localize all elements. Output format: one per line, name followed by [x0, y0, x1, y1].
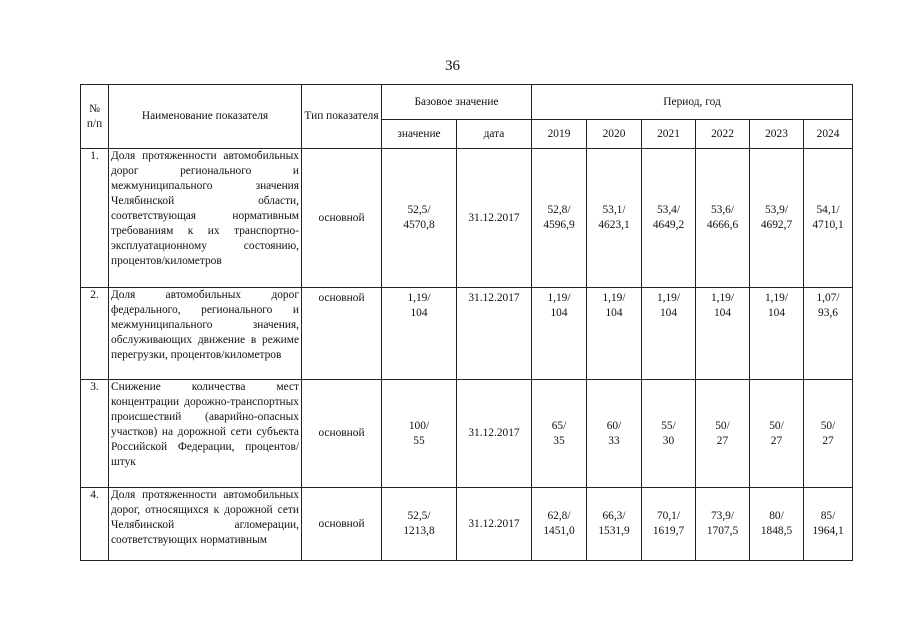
- indicator-type: основной: [302, 149, 382, 288]
- header-year: 2024: [804, 120, 853, 149]
- year-value: 1,19/ 104: [587, 288, 642, 380]
- year-value: 52,8/ 4596,9: [532, 149, 587, 288]
- base-date: 31.12.2017: [457, 149, 532, 288]
- table-row: [81, 380, 853, 488]
- header-base-date: дата: [457, 120, 532, 149]
- header-year: 2019: [532, 120, 587, 149]
- year-value: 62,8/ 1451,0: [532, 488, 587, 561]
- indicator-type: основной: [302, 488, 382, 561]
- page-number: 36: [445, 58, 460, 74]
- indicator-type: основной: [302, 288, 382, 380]
- header-type: Тип показателя: [302, 85, 382, 149]
- row-number: 4.: [81, 488, 109, 561]
- year-value: 80/ 1848,5: [750, 488, 804, 561]
- header-year: 2020: [587, 120, 642, 149]
- header-num: № п/п: [81, 85, 109, 149]
- base-date: 31.12.2017: [457, 488, 532, 561]
- year-value: 85/ 1964,1: [804, 488, 853, 561]
- header-base-value: значение: [382, 120, 457, 149]
- indicator-name: Снижение количества мест концентрации дорожно-транспортных происшествий (аварийно-опасных участков) на дорожной сети субъекта Российской Федерации, процентов/штук: [109, 380, 302, 488]
- base-value: 52,5/ 1213,8: [382, 488, 457, 561]
- header-year: 2023: [750, 120, 804, 149]
- header-year: 2021: [642, 120, 696, 149]
- year-value: 65/ 35: [532, 380, 587, 488]
- row-number: 1.: [81, 149, 109, 288]
- indicator-name-text: Доля протяженности автомобильных дорог, относящихся к дорожной сети Челябинской агломерации, соответствующих нормативным: [111, 489, 299, 546]
- year-value: 55/ 30: [642, 380, 696, 488]
- year-value: 50/ 27: [696, 380, 750, 488]
- year-value: 1,19/ 104: [750, 288, 804, 380]
- year-value: 53,4/ 4649,2: [642, 149, 696, 288]
- row-number: 3.: [81, 380, 109, 488]
- base-value: 1,19/ 104: [382, 288, 457, 380]
- year-value: 66,3/ 1531,9: [587, 488, 642, 561]
- indicator-name: Доля протяженности автомобильных дорог регионального и межмуниципального значения Челябинской области, соответствующая нормативным требованиям к их транспортно-эксплуатационному состоянию, процентов/километров: [109, 149, 302, 288]
- year-value: 1,19/ 104: [696, 288, 750, 380]
- table-row: [81, 488, 853, 561]
- table-row: [81, 149, 853, 288]
- year-value: 60/ 33: [587, 380, 642, 488]
- base-date: 31.12.2017: [457, 380, 532, 488]
- base-value: 100/ 55: [382, 380, 457, 488]
- year-value: 73,9/ 1707,5: [696, 488, 750, 561]
- year-value: 1,07/ 93,6: [804, 288, 853, 380]
- header-name: Наименование показателя: [109, 85, 302, 149]
- indicator-type: основной: [302, 380, 382, 488]
- year-value: 53,9/ 4692,7: [750, 149, 804, 288]
- base-value: 52,5/ 4570,8: [382, 149, 457, 288]
- base-date: 31.12.2017: [457, 288, 532, 380]
- table-row: [81, 288, 853, 380]
- year-value: 53,6/ 4666,6: [696, 149, 750, 288]
- year-value: 50/ 27: [750, 380, 804, 488]
- indicators-table: [80, 84, 853, 561]
- year-value: 54,1/ 4710,1: [804, 149, 853, 288]
- year-value: 1,19/ 104: [532, 288, 587, 380]
- header-year: 2022: [696, 120, 750, 149]
- year-value: 70,1/ 1619,7: [642, 488, 696, 561]
- year-value: 50/ 27: [804, 380, 853, 488]
- year-value: 1,19/ 104: [642, 288, 696, 380]
- indicator-name: Доля автомобильных дорог федерального, регионального и межмуниципального значения, обслуживающих движение в режиме перегрузки, процентов/километров: [109, 288, 302, 380]
- row-number: 2.: [81, 288, 109, 380]
- indicator-name: [109, 488, 302, 561]
- header-base: Базовое значение: [382, 85, 532, 120]
- year-value: 53,1/ 4623,1: [587, 149, 642, 288]
- header-period: Период, год: [532, 85, 853, 120]
